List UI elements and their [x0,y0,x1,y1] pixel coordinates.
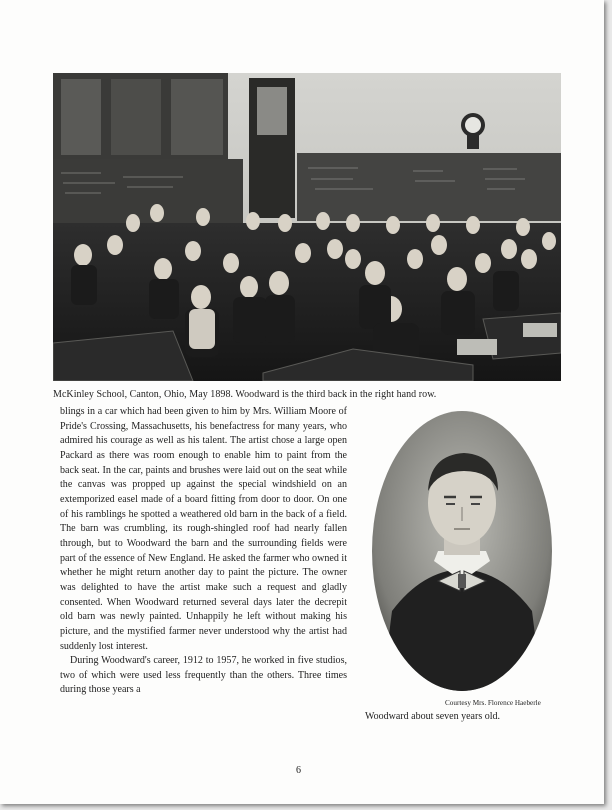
body-paragraph: During Woodward's career, 1912 to 1957, he worked in five studios, two of which were used less frequently than the others. Three times during those years a [60,655,347,696]
classroom-photo [53,73,561,381]
body-paragraph: blings in a car which had been given to him by Mrs. William Moore of Pride's Crossing, Massachusetts, his benefactress for many years, who admired his courage as well as his talent. The artist chose a large open Packard as there was room enough to enable him to paint from the back seat. In the car, paints and brushes were laid out on the seat while the canvas was propped up against the special windshield on an extemporized easel made of a board fitting from door to door. On one of his ramblings he spotted a weathered old barn in the back of a field. The barn was crumbling, its rough-shingled roof had nearly fallen through, but to Woodward the barn and the surrounding fields were part of the essence of New England. He asked the farmer who owned it whether he might return another day to paint the picture. The owner was delighted to have the artist make such a request and gladly consented. When Woodward returned several days later the decrepit old barn was newly painted. Unhappily he left without making his picture, and the mystified farmer never understood why the artist had suddenly lost interest. [60,406,347,652]
page-number: 6 [296,765,301,776]
photo-credit: Courtesy Mrs. Florence Haeberle [445,699,541,707]
portrait-caption: Woodward about seven years old. [365,711,500,722]
classroom-photo-image [53,73,561,381]
article-body [60,405,347,698]
portrait-photo [372,411,552,691]
classroom-photo-caption: McKinley School, Canton, Ohio, May 1898. Woodward is the third back in the right hand row. [53,389,437,400]
portrait-photo-image [372,411,552,691]
